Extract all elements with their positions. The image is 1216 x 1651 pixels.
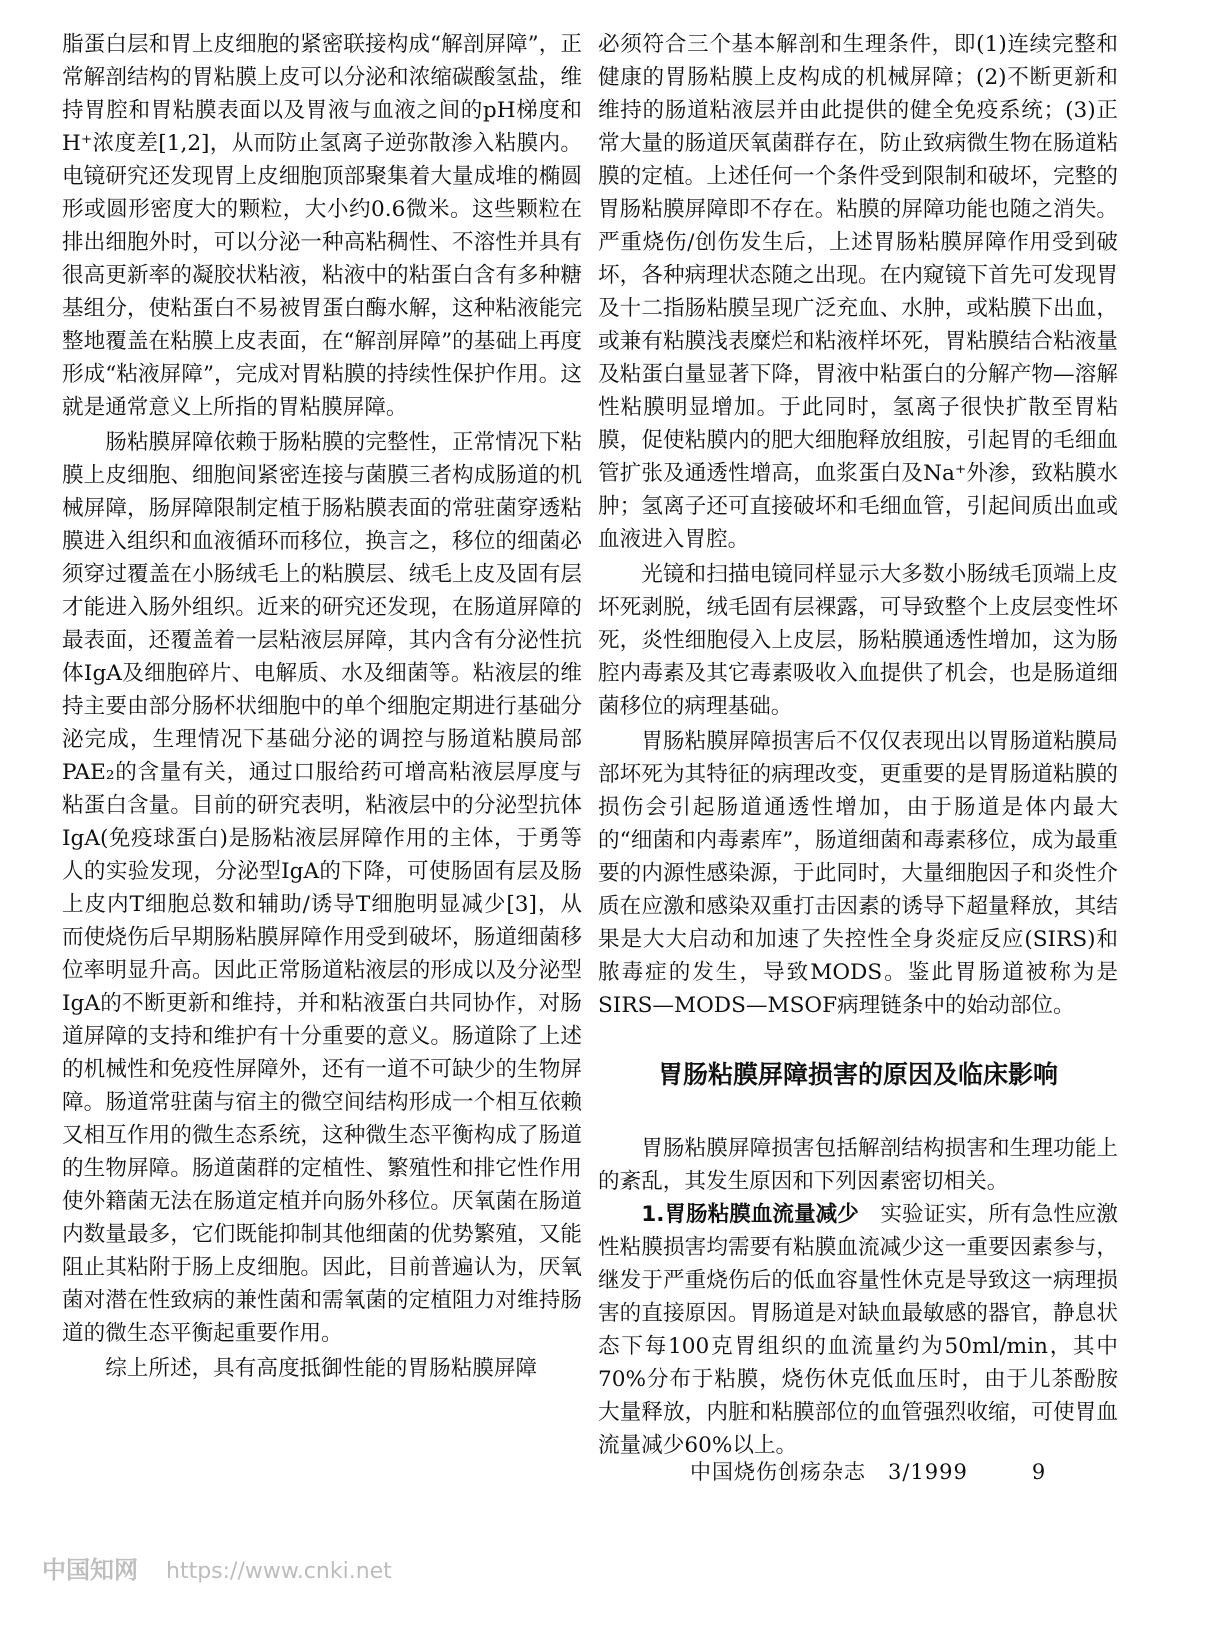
page-number: 9 <box>1031 1460 1047 1484</box>
right-column <box>598 28 1118 1462</box>
right-paragraph-3: 胃肠粘膜屏障损害后不仅仅表现出以胃肠道粘膜局部坏死为其特征的病理改变，更重要的是胃肠道粘膜的损伤会引起肠道通透性增加，由于肠道是体内最大的“细菌和内毒素库”，肠道细菌和毒素移位，成为最重要的内源性感染源，于此同时，大量细胞因子和炎性介质在应激和感染双重打击因素的诱导下超量释放，其结果是大大启动和加速了失控性全身炎症反应(SIRS)和脓毒症的发生，导致MODS。鉴此胃肠道被称为是SIRS—MODS—MSOF病理链条中的始动部位。 <box>598 729 1118 1018</box>
subsection-lead: 1.胃肠粘膜血流量减少 <box>641 1202 859 1227</box>
cnki-logo: 中国知网 <box>42 1556 138 1584</box>
subsection-body: 实验证实，所有急性应激性粘膜损害均需要有粘膜血流减少这一重要因素参与，继发于严重烧伤后的低血容量性休克是导致这一病理损害的直接原因。胃肠道是对缺血最敏感的器官，静息状态下每100克胃组织的血流量约为50ml/min，其中70%分布于粘膜，烧伤休克低血压时，由于儿茶酚胺大量释放，内脏和粘膜部位的血管强烈收缩，可使胃血流量减少60%以上。 <box>598 1202 1118 1458</box>
left-column <box>62 28 582 1385</box>
right-paragraph-1: 必须符合三个基本解剖和生理条件，即(1)连续完整和健康的胃肠粘膜上皮构成的机械屏障；(2)不断更新和维持的肠道粘液层并由此提供的健全免疫系统；(3)正常大量的肠道厌氧菌群存在，防止致病微生物在肠道粘膜的定植。上述任何一个条件受到限制和破坏，完整的胃肠粘膜屏障即不存在。粘膜的屏障功能也随之消失。严重烧伤/创伤发生后，上述胃肠粘膜屏障作用受到破坏，各种病理状态随之出现。在内窥镜下首先可发现胃及十二指肠粘膜呈现广泛充血、水肿，或粘膜下出血，或兼有粘膜浅表糜烂和粘液样坏死，胃粘膜结合粘液量及粘蛋白量显著下降，胃液中粘蛋白的分解产物—溶解性粘膜明显增加。于此同时，氢离子很快扩散至胃粘膜，促使粘膜内的肥大细胞释放组胺，引起胃的毛细血管扩张及通透性增高，血浆蛋白及Na⁺外渗，致粘膜水肿；氢离子还可直接破坏和毛细血管，引起间质出血或血液进入胃腔。 <box>598 32 1118 552</box>
journal-name: 中国烧伤创疡杂志 3/1999 <box>690 1460 968 1484</box>
cnki-url: https://www.cnki.net <box>166 1559 392 1584</box>
right-paragraph-5 <box>598 1198 1118 1462</box>
left-paragraph-2: 肠粘膜屏障依赖于肠粘膜的完整性，正常情况下粘膜上皮细胞、细胞间紧密连接与菌膜三者构成肠道的机械屏障，肠屏障限制定植于肠粘膜表面的常驻菌穿透粘膜进入组织和血液循环而移位，换言之，移位的细菌必须穿过覆盖在小肠绒毛上的粘膜层、绒毛上皮及固有层才能进入肠外组织。近来的研究还发现，在肠道屏障的最表面，还覆盖着一层粘液层屏障，其内含有分泌性抗体IgA及细胞碎片、电解质、水及细菌等。粘液层的维持主要由部分肠杯状细胞中的单个细胞定期进行基础分泌完成，生理情况下基础分泌的调控与肠道粘膜局部PAE₂的含量有关，通过口服给药可增高粘液层厚度与粘蛋白含量。目前的研究表明，粘液层中的分泌型抗体IgA(免疫球蛋白)是肠粘液层屏障作用的主体，于勇等人的实验发现，分泌型IgA的下降，可使肠固有层及肠上皮内T细胞总数和辅助/诱导T细胞明显减少[3]，从而使烧伤后早期肠粘膜屏障作用受到破坏，肠道细菌移位率明显升高。因此正常肠道粘液层的形成以及分泌型IgA的不断更新和维持，并和粘液蛋白共同协作，对肠道屏障的支持和维护有十分重要的意义。肠道除了上述的机械性和免疫性屏障外，还有一道不可缺少的生物屏障。肠道常驻菌与宿主的微空间结构形成一个相互依赖又相互作用的微生态系统，这种微生态平衡构成了肠道的生物屏障。肠道菌群的定植性、繁殖性和排它性作用使外籍菌无法在肠道定植并向肠外移位。厌氧菌在肠道内数量最多，它们既能抑制其他细菌的优势繁殖，又能阻止其粘附于肠上皮细胞。因此，目前普遍认为，厌氧菌对潜在性致病的兼性菌和需氧菌的定植阻力对维持肠道的微生态平衡起重要作用。 <box>62 430 582 1346</box>
right-paragraph-2: 光镜和扫描电镜同样显示大多数小肠绒毛顶端上皮坏死剥脱，绒毛固有层裸露，可导致整个上皮层变性坏死，炎性细胞侵入上皮层，肠粘膜通透性增加，这为肠腔内毒素及其它毒素吸收入血提供了机会，也是肠道细菌移位的病理基础。 <box>598 562 1118 719</box>
right-paragraph-4: 胃肠粘膜屏障损害包括解剖结构损害和生理功能上的紊乱，其发生原因和下列因素密切相关。 <box>598 1136 1118 1194</box>
page-footer <box>690 1456 1046 1486</box>
section-heading: 胃肠粘膜屏障损害的原因及临床影响 <box>657 1060 1058 1089</box>
cnki-watermark <box>42 1550 392 1585</box>
left-paragraph-1: 脂蛋白层和胃上皮细胞的紧密联接构成“解剖屏障”，正常解剖结构的胃粘膜上皮可以分泌和浓缩碳酸氢盐，维持胃腔和胃粘膜表面以及胃液与血液之间的pH梯度和H⁺浓度差[1,2]，从而防止氢离子逆弥散渗入粘膜内。电镜研究还发现胃上皮细胞顶部聚集着大量成堆的椭圆形或圆形密度大的颗粒，大小约0.6微米。这些颗粒在排出细胞外时，可以分泌一种高粘稠性、不溶性并具有很高更新率的凝胶状粘液，粘液中的粘蛋白含有多种糖基组分，使粘蛋白不易被胃蛋白酶水解，这种粘液能完整地覆盖在粘膜上皮表面，在“解剖屏障”的基础上再度形成“粘液屏障”，完成对胃粘膜的持续性保护作用。这就是通常意义上所指的胃粘膜屏障。 <box>62 32 582 420</box>
left-paragraph-3: 综上所述，具有高度抵御性能的胃肠粘膜屏障 <box>105 1356 538 1381</box>
